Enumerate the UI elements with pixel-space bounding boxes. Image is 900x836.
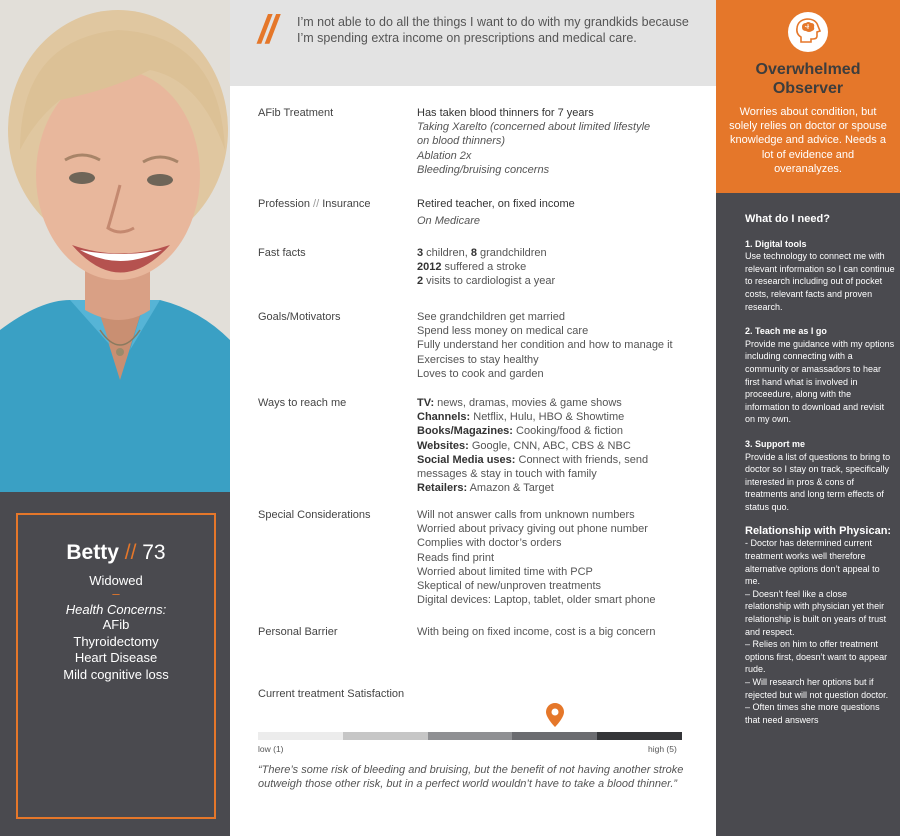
row-value: Has taken blood thinners for 7 years bbox=[417, 107, 594, 119]
name-separator: // bbox=[124, 541, 137, 564]
health-condition: Mild cognitive loss bbox=[63, 666, 169, 682]
row-value: Fully understand her condition and how to manage it bbox=[417, 339, 673, 352]
row-values bbox=[417, 197, 717, 228]
row-value: Books/Magazines: Cooking/food & fiction bbox=[417, 425, 624, 438]
row-value: Channels: Netflix, Hulu, HBO & Showtime bbox=[417, 411, 625, 424]
row-values bbox=[417, 246, 717, 289]
row-value: On Medicare bbox=[417, 215, 480, 228]
row-label bbox=[258, 197, 408, 211]
relationship-line: – Relies on him to offer treatment options first, doesn’t want to appear rude. bbox=[745, 639, 888, 675]
row-value: Retired teacher, on fixed income bbox=[417, 198, 575, 210]
health-condition: Heart Disease bbox=[74, 650, 158, 665]
row-value: TV: news, dramas, movies & game shows bbox=[417, 397, 622, 409]
profile-card bbox=[16, 513, 216, 819]
title-line: Overwhelmed bbox=[755, 61, 861, 78]
row-value: Taking Xarelto (concerned about limited lifestyle bbox=[417, 121, 651, 134]
needs-title: What do I need? bbox=[745, 213, 830, 225]
relationship-line: - Doctor has determined current treatment works well therefore alternative options don’t appeal to me. bbox=[745, 538, 880, 587]
relationship-title: Relationship with Physican: bbox=[745, 525, 892, 538]
row-label: Personal Barrier bbox=[258, 626, 338, 638]
row-value: Bleeding/bruising concerns bbox=[417, 163, 550, 176]
row-value: Retailers: Amazon & Target bbox=[417, 482, 554, 495]
row-value: Worried about limited time with PCP bbox=[417, 565, 593, 578]
scale-segment bbox=[428, 732, 513, 740]
row-value: With being on fixed income, cost is a big concern bbox=[417, 626, 656, 638]
need-heading: 2. Teach me as I go bbox=[745, 326, 827, 337]
row-value: Ablation 2x bbox=[417, 149, 472, 162]
health-concerns-label: Health Concerns: bbox=[65, 602, 167, 617]
profile-divider: – bbox=[112, 586, 120, 601]
persona-age: 73 bbox=[142, 541, 166, 564]
need-text: Provide a list of questions to bring to doctor so I stay on track, specifically interested in pros & cons of treatments and long term effects of status quo. bbox=[745, 451, 891, 512]
scale-high-label: high (5) bbox=[648, 744, 677, 754]
row-value: 3 children, 8 grandchildren bbox=[417, 247, 547, 259]
need-heading: 1. Digital tools bbox=[745, 238, 807, 249]
scale-segment bbox=[258, 732, 343, 740]
satisfaction-scale bbox=[258, 732, 682, 740]
persona-quote: I’m not able to do all the things I want to do with my grandkids because I’m spending extra income on prescriptions and medical care. bbox=[297, 15, 689, 45]
row-value: Worried about privacy giving out phone number bbox=[417, 523, 648, 536]
quote-mark-icon: // bbox=[258, 8, 275, 52]
row-value: Digital devices: Laptop, tablet, older smart phone bbox=[417, 594, 656, 607]
row-value: Complies with doctor’s orders bbox=[417, 537, 562, 550]
persona-type-title bbox=[716, 60, 900, 98]
row-values bbox=[417, 508, 717, 607]
title-line: Observer bbox=[772, 80, 844, 97]
need-text: Provide me guidance with my options including connecting with a community or amassadors to hear first hand what is involved in proceedure, along with the information to download and revisit on my own. bbox=[745, 338, 895, 425]
scale-segment bbox=[512, 732, 597, 740]
row-values bbox=[417, 106, 717, 177]
persona-name-age bbox=[18, 541, 214, 565]
need-heading: 3. Support me bbox=[745, 438, 806, 449]
row-label: Fast facts bbox=[258, 247, 306, 259]
persona-photo bbox=[0, 0, 230, 492]
health-condition: AFib bbox=[102, 617, 130, 632]
row-value: Exercises to stay healthy bbox=[417, 353, 539, 366]
scale-low-label: low (1) bbox=[258, 744, 284, 754]
brain-head-icon bbox=[788, 12, 828, 52]
row-value: Spend less money on medical care bbox=[417, 325, 589, 338]
relationship-line: – Doesn’t feel like a close relationship with physician yet their relationship is built on years of trust and respect. bbox=[745, 588, 887, 637]
row-value: See grandchildren get married bbox=[417, 311, 565, 323]
label-separator: // bbox=[313, 198, 320, 210]
row-value: Will not answer calls from unknown numbers bbox=[417, 509, 635, 521]
relationship-line: – Will research her options but if rejected but will not question doctor. bbox=[745, 677, 889, 700]
scale-segment bbox=[343, 732, 428, 740]
row-label: Goals/Motivators bbox=[258, 311, 341, 323]
persona-type-description: Worries about condition, but solely relies on doctor or spouse knowledge and advice. Needs a lot of evidence and overanalyzes. bbox=[729, 106, 887, 175]
persona-type-panel bbox=[716, 0, 900, 193]
row-value: 2 visits to cardiologist a year bbox=[417, 275, 556, 288]
needs-panel bbox=[716, 193, 900, 836]
health-condition: Thyroidectomy bbox=[73, 633, 159, 649]
row-value: Websites: Google, CNN, ABC, CBS & NBC bbox=[417, 439, 631, 452]
row-label: AFib Treatment bbox=[258, 107, 334, 119]
satisfaction-quote: “There’s some risk of bleeding and bruising, but the benefit of not having another stroke outweigh those other risk, but in a perfect world wouldn’t have to take a blood thinner.” bbox=[258, 764, 684, 790]
quote-banner bbox=[230, 0, 716, 86]
row-label: Special Considerations bbox=[258, 509, 371, 521]
row-values bbox=[417, 310, 717, 381]
portrait-image bbox=[0, 0, 230, 492]
marital-status: Widowed bbox=[89, 573, 143, 588]
row-value: 2012 suffered a stroke bbox=[417, 261, 527, 274]
needs-list bbox=[745, 213, 895, 726]
row-value: Reads find print bbox=[417, 551, 495, 564]
row-value: Social Media uses: Connect with friends, send messages & stay in touch with family bbox=[417, 453, 649, 481]
row-value: Loves to cook and garden bbox=[417, 367, 544, 380]
persona-name: Betty bbox=[66, 541, 119, 564]
row-label: Ways to reach me bbox=[258, 397, 347, 409]
row-values bbox=[417, 396, 717, 495]
label-part: Profession bbox=[258, 198, 310, 210]
relationship-line: – Often times she more questions that need answers bbox=[745, 702, 880, 725]
row-value: Skeptical of new/unproven treatments bbox=[417, 580, 602, 593]
scale-segment bbox=[597, 732, 682, 740]
satisfaction-pin-icon bbox=[546, 703, 564, 727]
row-value: on blood thinners) bbox=[417, 135, 506, 148]
need-text: Use technology to connect me with relevant information so I can continue to research including out of pocket costs, relevant facts and proven research. bbox=[745, 251, 895, 312]
label-part: Insurance bbox=[322, 198, 371, 210]
satisfaction-title: Current treatment Satisfaction bbox=[258, 688, 405, 700]
left-column bbox=[0, 0, 230, 836]
